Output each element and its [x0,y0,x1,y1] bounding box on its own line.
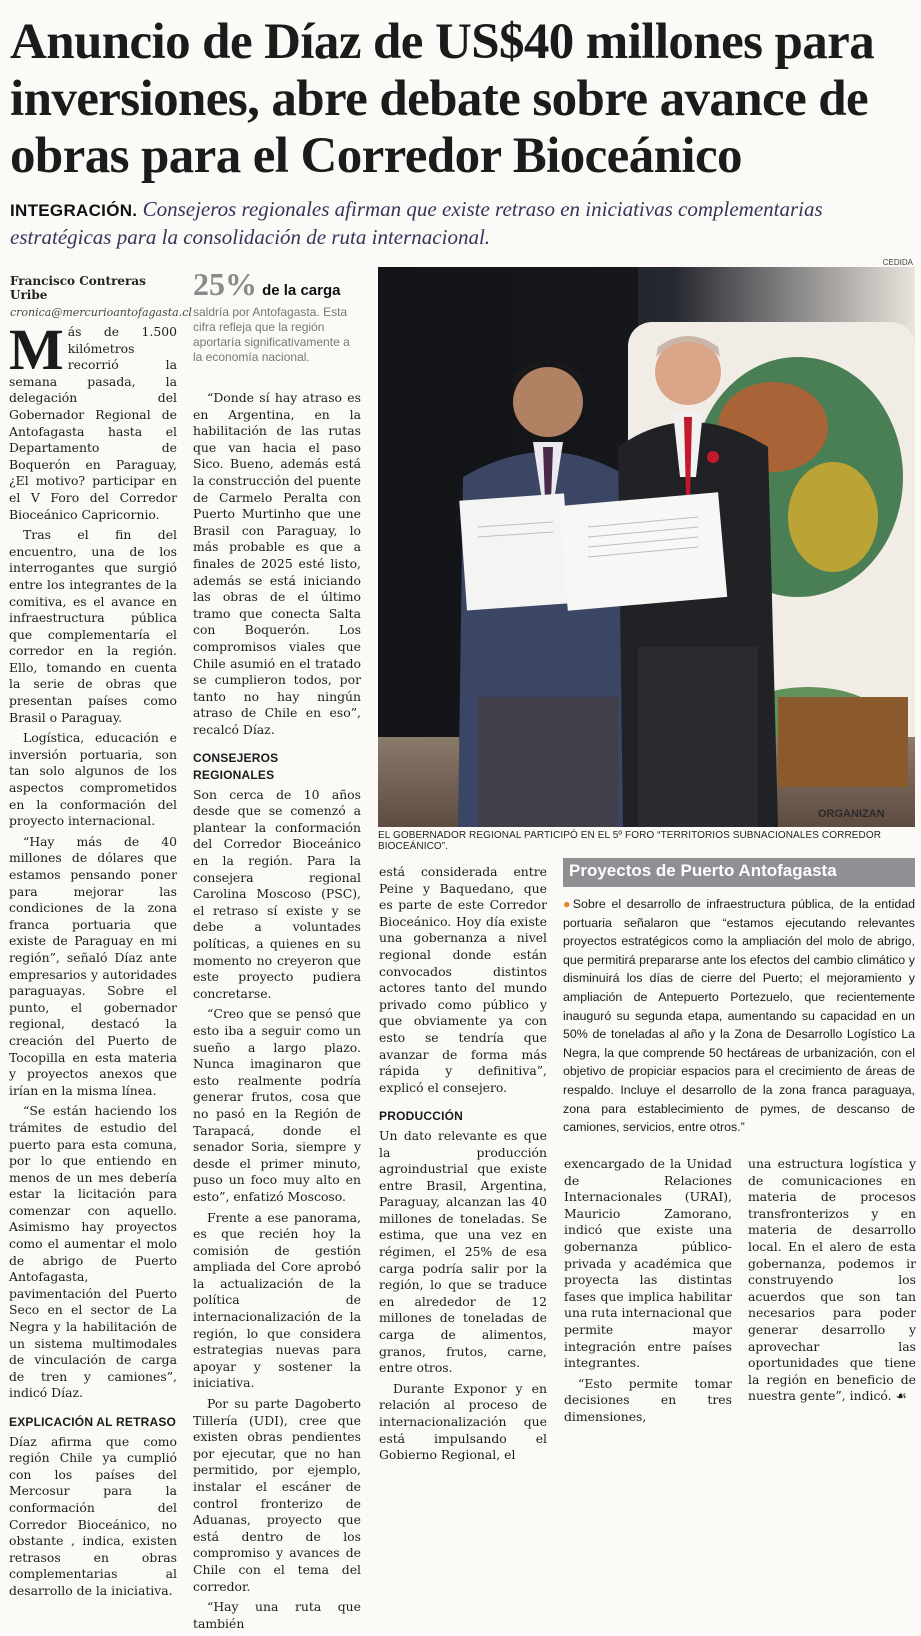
paragraph: “Hay una ruta que también [193,1599,361,1631]
stat-unit: de la carga [262,282,341,299]
paragraph: “Esto permite tomar decisiones en tres dimensiones, [564,1375,732,1424]
lead-tag: INTEGRACIÓN. [10,201,138,220]
paragraph: está considerada entre Peine y Baquedano, que es parte de este Corredor Bioceánico. Hoy día existe una gobernanza a nivel regional donde están convocados distintos actores tanto del mundo privado como público y que obviamente ya con esto se tendría que avanzar de forma más rápida y definitiva”, explicó el consejero. [379,864,547,1095]
stat-value: 25% [193,266,257,302]
paragraph [9,317,177,523]
paragraph: Durante Exponor y en relación al proceso de internacionalización que está impulsando el Gobierno Regional, el [379,1380,547,1463]
stat-description: saldría por Antofagasta. Esta cifra refleja que la región aportaría significativamente a la economía nacional. [193,305,350,364]
subheading: EXPLICACIÓN AL RETRASO [9,1415,177,1429]
banner-text: ORGANIZAN [818,808,885,820]
paragraph: Díaz afirma que como región Chile ya cumplió con los países del Mercosur para la conformación del Corredor Bioceánico, no obstante , indica, existen retrasos en obras complementarias al desarrollo de la iniciativa. [9,1433,177,1598]
paragraph-text: ás de 1.500 kilómetros recorrió la semana pasada, la delegación del Gobernador Regional de Antofagasta hasta el Departamento de Boquerón en Paraguay, ¿El motivo? participar en el V Foro del Corredor Bioceánico Capricornio. [9,324,177,522]
stat-callout [193,266,361,365]
paragraph: “Creo que se pensó que esto iba a seguir como un sueño a largo plazo. Nunca imaginaron que esto realmente podría generar frutos, cosa que no pasó en la Región de Tarapacá, donde el senador Soria, siempre y desde el primer minuto, puso un foco muy alto en esto”, enfatizó Moscoso. [193,1006,361,1204]
sidebar-box-body [563,895,915,1137]
paragraph: “Donde sí hay atraso es en Argentina, en la habilitación de las rutas que van hacia el paso Sico. Bueno, además está la construcción del puente de Carmelo Peralta con Puerto Murtinho que une Brasil con Paraguay, lo más probable es que a finales de 2025 esté listo, además se está iniciando las obras de el último tramo que conecta Salta con Boquerón. Los compromisos viales que Chile asumió en el tratado se cumplieron todos, por tanto no hay ningún atraso de Chile en eso”, recalcó Díaz. [193,390,361,737]
column-1 [9,317,177,1604]
sidebar-box [563,858,915,1135]
column-3 [379,864,547,1468]
lead-text: Consejeros regionales afirman que existe retraso en iniciativas complementarias estratégicas para la consolidación de ruta internacional. [10,197,823,249]
photo-illustration [378,267,915,827]
column-5 [748,1156,916,1409]
subheading: PRODUCCIÓN [379,1109,464,1124]
byline [10,274,192,319]
paragraph: Un dato relevante es que la producción agroindustrial que existe entre Brasil, Argentina, Paraguay, alcanzan las 40 millones de toneladas. Se estima, que una vez en régimen, el 25% de esa carga podría salir por la región, lo que se traduce en alrededor de 12 millones de toneladas de carga de alimentos, granos, frutos, carne, entre otros. [379,1127,547,1376]
sidebar-box-title: Proyectos de Puerto Antofagasta [563,858,915,887]
paragraph: “Hay más de 40 millones de dólares que estamos pensando poner para mejorar las condiciones de la zona franca portuaria que existe de Paraguay en mi región”, señaló Díaz ante empresarios y autoridades paraguayas. Sobre el punto, el gobernador regional, destacó la creación del Puerto de Tocopilla en esta materia y proyectos anexos que irían en la misma línea. [9,833,177,1098]
author-name: Francisco Contreras Uribe [10,274,146,302]
paragraph: Son cerca de 10 años desde que se comenzó a plantear la conformación del Corredor Bioceánico en la región. Para la consejera regional Carolina Moscoso (PSC), el retraso sí existe y se debe a voluntades políticas, a quienes en su momento no creyeron que este proyecto pudiera concretarse. [193,786,361,1001]
author-email[interactable]: cronica@mercurioantofagasta.cl [10,306,192,319]
photo-caption: EL GOBERNADOR REGIONAL PARTICIPÓ EN EL 5º FORO “TERRITORIOS SUBNACIONALES CORREDOR BIOCEÁNICO”. [378,830,882,852]
paragraph: Frente a ese panorama, es que recién hoy la comisión de gestión ampliada del Core aprobó la actualización de la política de internacionalización de la región, lo que considera estrategias nuevas para apoyar y sostener la iniciativa. [193,1209,361,1391]
end-mark-icon: ☙ [895,1388,907,1404]
dropcap: M [9,317,64,382]
paragraph [748,1156,916,1405]
paragraph: “Se están haciendo los trámites de estudio del puerto para esta comuna, por lo que entiendo en menos de un mes debería estar la licitación para comenzar con aquello. Asimismo hay proyectos como el aumentar el molo de abrigo de Puerto Antofagasta, pavimentación del Puerto Seco en el sector de La Negra y la habilitación de un sistema multimodales de vinculación de carga de tren y camiones”, indicó Díaz. [9,1103,177,1401]
podium [778,697,908,787]
headline: Anuncio de Díaz de US$40 millones para inversiones, abre debate sobre avance de obras para el Corredor Bioceánico [10,14,875,184]
paragraph: exencargado de la Unidad de Relaciones Internacionales (URAI), Mauricio Zamorano, indicó que existe una gobernanza público-privada y académica que proyecta las distintas fases que implica habilitar una ruta internacional que permite mayor integración entre países integrantes. [564,1156,732,1371]
photo-credit: CEDIDA [882,258,913,267]
lead [10,196,915,250]
photo [378,267,915,827]
paragraph-text: una estructura logística y de comunicaciones en materia de procesos transfronterizos y en materia de desarrollo local. En el alero de esta gobernanza, podemos ir construyendo los acuerdos que son tan necesarios para poder generar desarrollo y aprovechar las oportunidades que tiene la región en beneficio de nuestra gente”, indicó. [748,1156,916,1404]
column-2 [193,390,361,1636]
paragraph: Logística, educación e inversión portuaria, son tan solo algunos de los aspectos comprometidos en la conformación del proyecto internacional. [9,730,177,829]
certificate-left [459,493,571,610]
sidebar-box-text: Sobre el desarrollo de infraestructura pública, de la entidad portuaria señalaron que “estamos ejecutando relevantes proyectos estratégicos como la ampliación del molo de abrigo, que permitirá prepararse ante los efectos del cambio climático y disminuirá los días de cierre del Puerto; el mejoramiento y ampliación de Antepuerto Portezuelo, que recientemente inauguró su segunda etapa, aumentando su capacidad en un 50% de toneladas al año y la Zona de Desarrollo Logístico La Negra, la que comprende 50 hectáreas de urbanización, con el objetivo de propiciar espacios para el crecimiento de áreas de respaldo. Incluye el desarrollo de la zona franca paraguaya, zona para establecimiento de pymes, de descanso de camiones, servicios, entre otros.” [563,897,915,1135]
paragraph: Por su parte Dagoberto Tillería (UDI), cree que existen obras pendientes por ejecutar, que no han permitido, por ejemplo, instalar el escáner de control fronterizo de Aduanas, proyecto que está dentro de los compromiso y avances de Chile con el tema del corredor. [193,1396,361,1594]
subheading: CONSEJEROS REGIONALES [193,751,279,783]
column-4 [564,1156,732,1430]
paragraph: Tras el fin del encuentro, una de los interrogantes que surgió entre los integrantes de la comitiva, es el avance en infraestructura pública que complementaría el corredor en la región. Ello, tomando en cuenta la serie de obras que presentan países como Brasil o Paraguay. [9,527,177,725]
bullet-icon: ● [563,897,573,911]
